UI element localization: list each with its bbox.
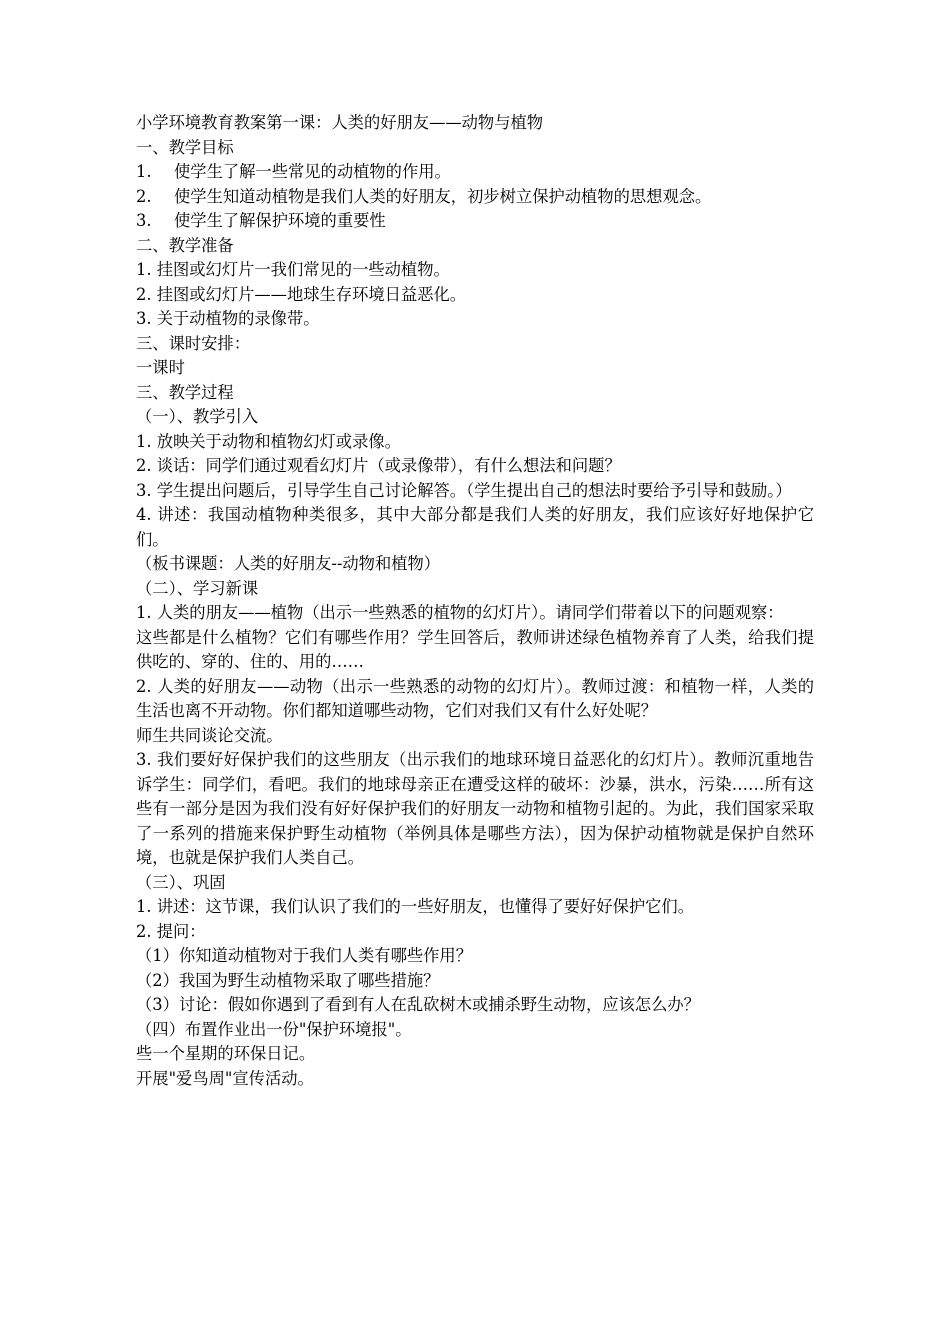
document-title: 小学环境教育教案第一课：人类的好朋友——动物与植物 bbox=[136, 113, 544, 132]
paragraph: 4. 讲述：我国动植物种类很多，其中大部分都是我们人类的好朋友，我们应该好好地保护它们。 bbox=[136, 505, 814, 549]
paragraph: 1. 人类的朋友——植物（出示一些熟悉的植物的幻灯片）。请同学们带着以下的问题观察： bbox=[136, 603, 784, 622]
objective-number: 1. bbox=[136, 162, 152, 181]
objective-text: 使学生了解保护环境的重要性 bbox=[174, 211, 386, 230]
paragraph: 2. 谈话：同学们通过观看幻灯片（或录像带），有什么想法和问题？ bbox=[136, 456, 621, 475]
paragraph: 师生共同谈论交流。 bbox=[136, 725, 283, 745]
objective-text: 使学生了解一些常见的动植物的作用。 bbox=[174, 162, 451, 181]
section-heading-objectives: 一、教学目标 bbox=[136, 137, 234, 157]
paragraph: 开展"爱鸟周"宣传活动。 bbox=[136, 1068, 314, 1088]
paragraph: 3. 学生提出问题后，引导学生自己讨论解答。（学生提出自己的想法时要给予引导和鼓励。） bbox=[136, 480, 792, 500]
section-heading-preparation: 二、教学准备 bbox=[136, 235, 234, 255]
part-heading-introduction: （一）、教学引入 bbox=[136, 407, 259, 426]
preparation-item: 2. 挂图或幻灯片——地球生存环境日益恶化。 bbox=[136, 284, 467, 304]
section-heading-process: 三、教学过程 bbox=[136, 382, 234, 402]
paragraph: 1. 讲述：这节课，我们认识了我们的一些好朋友，也懂得了要好好保护它们。 bbox=[136, 897, 694, 916]
preparation-item: 3. 关于动植物的录像带。 bbox=[136, 309, 320, 328]
paragraph: 些一个星期的环保日记。 bbox=[136, 1044, 316, 1063]
objective-number: 3. bbox=[136, 211, 152, 230]
paragraph: 2. 人类的好朋友——动物（出示一些熟悉的动物的幻灯片）。教师过渡：和植物一样，人类的生活也离不开动物。你们都知道哪些动物，它们对我们又有什么好处呢？ bbox=[136, 676, 814, 720]
section-heading-schedule: 三、课时安排： bbox=[136, 333, 250, 353]
document-page bbox=[136, 111, 814, 1091]
paragraph: 2. 提问： bbox=[136, 921, 206, 941]
objective-text: 使学生知道动植物是我们人类的好朋友，初步树立保护动植物的思想观念。 bbox=[174, 186, 712, 206]
objective-item bbox=[136, 160, 814, 185]
paragraph: 3. 我们要好好保护我们的这些朋友（出示我们的地球环境日益恶化的幻灯片）。教师沉重地告诉学生：同学们，看吧。我们的地球母亲正在遭受这样的破坏：沙暴，洪水，污染……所有这些有一部分是因为我们没有好好保护我们的好朋友一动物和植物引起的。为此，我们国家采取了一系列的措施来保护野生动植物（举例具体是哪些方法），因为保护动植物就是保护自然环境，也就是保护我们人类自己。 bbox=[136, 750, 814, 867]
paragraph: 这些都是什么植物？它们有哪些作用？学生回答后，教师讲述绿色植物养育了人类，给我们提供吃的、穿的、住的、用的…… bbox=[136, 627, 814, 671]
paragraph: （1）你知道动植物对于我们人类有哪些作用？ bbox=[136, 946, 472, 965]
objective-number: 2. bbox=[136, 186, 152, 206]
paragraph: （2）我国为野生动植物采取了哪些措施？ bbox=[136, 970, 440, 990]
schedule-text: 一课时 bbox=[136, 358, 185, 377]
part-heading-new-lesson: （二）、学习新课 bbox=[136, 578, 259, 598]
objective-item bbox=[136, 209, 814, 234]
preparation-item: 1. 挂图或幻灯片一我们常见的一些动植物。 bbox=[136, 260, 450, 279]
part-heading-homework: （四）布置作业出一份"保护环境报"。 bbox=[136, 1019, 412, 1039]
paragraph: 1. 放映关于动物和植物幻灯或录像。 bbox=[136, 431, 401, 451]
objective-item bbox=[136, 185, 814, 210]
paragraph: （3）讨论：假如你遇到了看到有人在乱砍树木或捕杀野生动物，应该怎么办？ bbox=[136, 995, 700, 1014]
part-heading-consolidation: （三）、巩固 bbox=[136, 872, 226, 892]
paragraph: （板书课题：人类的好朋友--动物和植物） bbox=[136, 554, 441, 573]
